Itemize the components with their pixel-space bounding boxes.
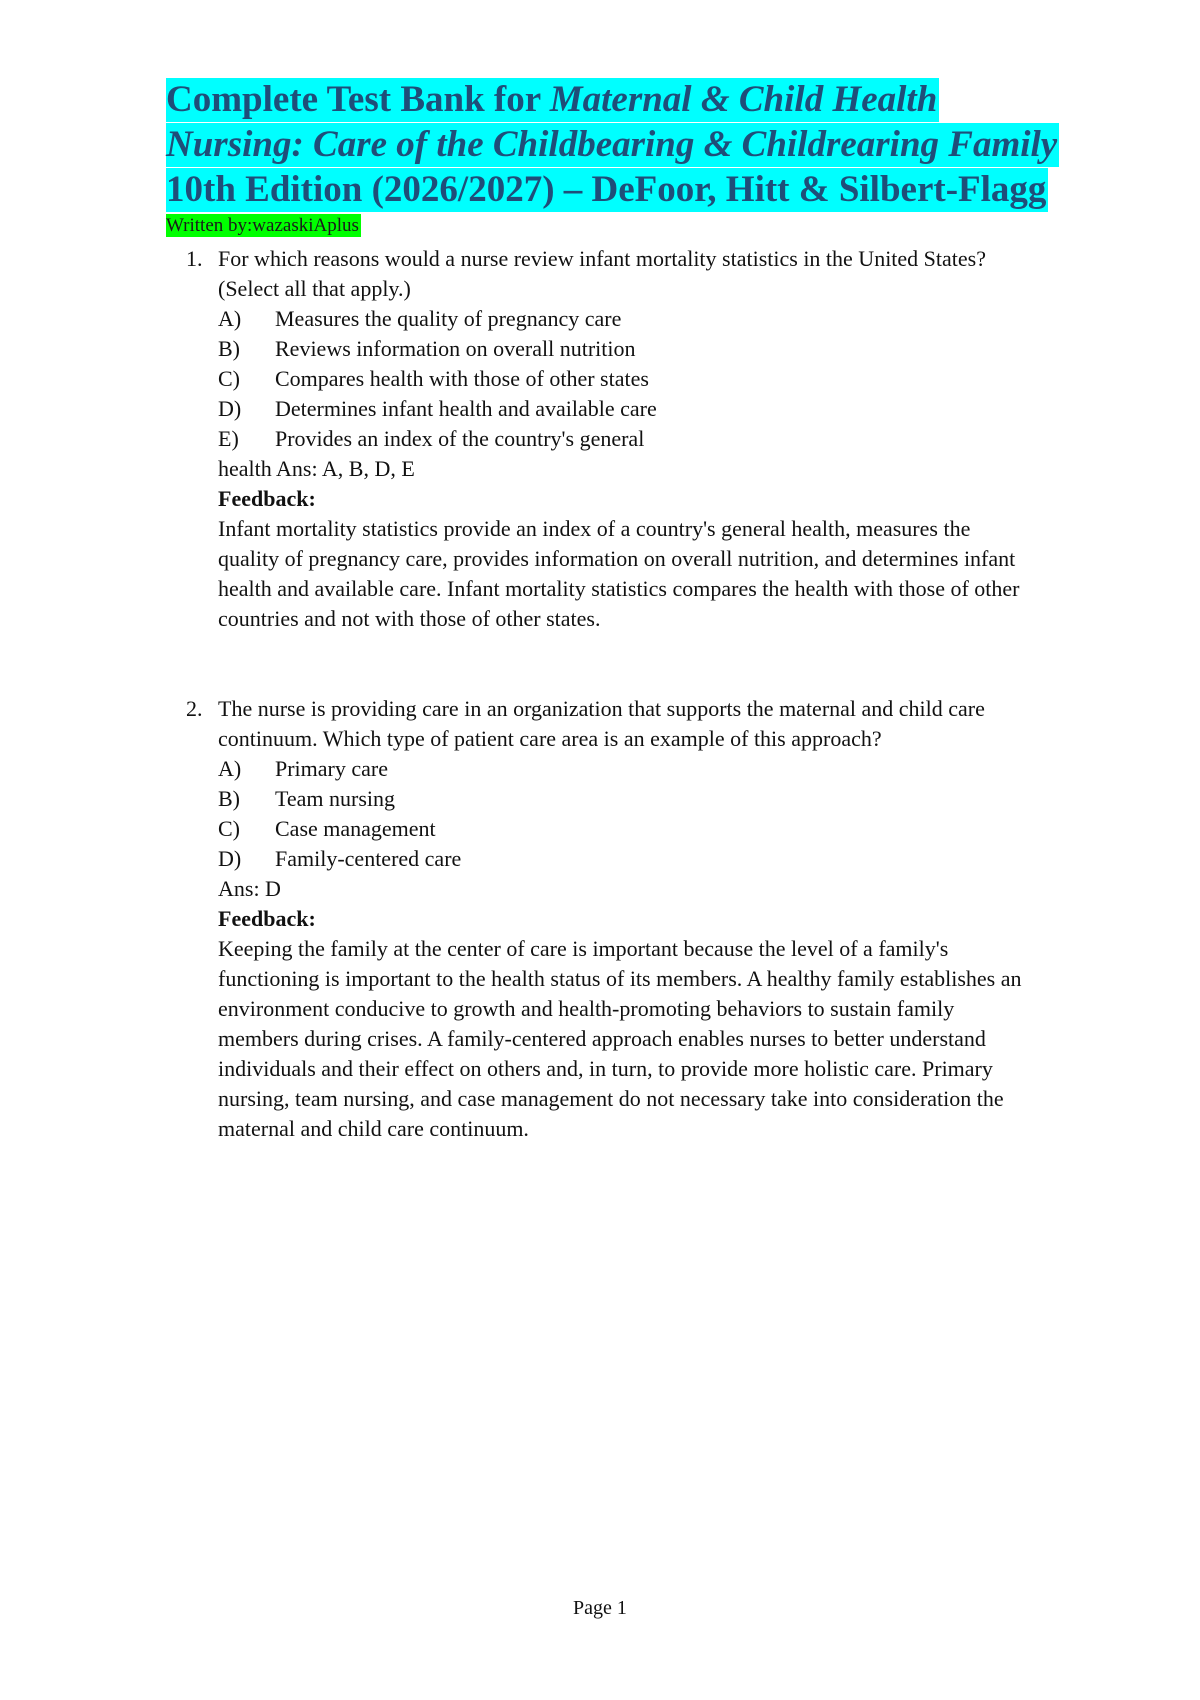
option-letter: B) bbox=[218, 336, 240, 361]
answer-option-a bbox=[218, 754, 1026, 784]
title-line-3: 10th Edition (2026/2027) – DeFoor, Hitt & Silbert-Flagg bbox=[166, 169, 1047, 210]
option-letter: A) bbox=[218, 756, 242, 781]
option-letter: C) bbox=[218, 816, 240, 841]
answer-option-c bbox=[218, 364, 1026, 394]
option-letter: C) bbox=[218, 366, 240, 391]
feedback-text: Infant mortality statistics provide an index of a country's general health, measures the quality of pregnancy care, provides information on overall nutrition, and determines infant health and available care. Infant mortality statistics compares the health with those of other countries and not with those of other states. bbox=[218, 516, 1020, 631]
answer-key: Ans: D bbox=[218, 876, 281, 901]
option-letter: A) bbox=[218, 306, 242, 331]
question-stem: The nurse is providing care in an organization that supports the maternal and child care continuum. Which type of patient care area is an example of this approach? bbox=[218, 696, 985, 751]
option-letter: E) bbox=[218, 426, 239, 451]
option-text: Determines infant health and available care bbox=[275, 396, 657, 421]
title-line-1 bbox=[166, 78, 939, 122]
title-line-1-italic: Maternal & Child Health bbox=[549, 79, 938, 120]
answer-option-c bbox=[218, 814, 1026, 844]
option-text: Primary care bbox=[275, 756, 388, 781]
answer-option-e bbox=[218, 424, 1026, 454]
answer-option-b bbox=[218, 784, 1026, 814]
option-letter: D) bbox=[218, 396, 242, 421]
author-byline: Written by:wazaskiAplus bbox=[166, 215, 359, 236]
feedback-label: Feedback: bbox=[218, 486, 316, 511]
question-2 bbox=[186, 694, 1026, 1144]
option-letter: B) bbox=[218, 786, 240, 811]
title-line-1-prefix: Complete Test Bank for bbox=[166, 79, 550, 120]
option-text: Team nursing bbox=[275, 786, 396, 811]
option-text: Provides an index of the country's general bbox=[275, 426, 645, 451]
answer-key: health Ans: A, B, D, E bbox=[218, 456, 415, 481]
title-line-2 bbox=[166, 123, 1059, 167]
title-line-2-italic: Nursing: Care of the Childbearing & Childrearing Family bbox=[166, 124, 1058, 165]
document-title bbox=[166, 78, 1066, 237]
page-number-footer: Page 1 bbox=[573, 1597, 627, 1619]
feedback-text: Keeping the family at the center of care is important because the level of a family's functioning is important to the health status of its members. A healthy family establishes an environment conducive to growth and health-promoting behaviors to sustain family members during crises. A family-centered approach enables nurses to better understand individuals and their effect on others and, in turn, to provide more holistic care. Primary nursing, team nursing, and case management do not necessary take into consideration the maternal and child care continuum. bbox=[218, 936, 1022, 1141]
question-number: 2. bbox=[186, 696, 203, 721]
option-text: Reviews information on overall nutrition bbox=[275, 336, 636, 361]
option-text: Compares health with those of other states bbox=[275, 366, 649, 391]
question-1 bbox=[186, 244, 1026, 634]
answer-option-b bbox=[218, 334, 1026, 364]
option-text: Case management bbox=[275, 816, 436, 841]
answer-option-a bbox=[218, 304, 1026, 334]
question-number: 1. bbox=[186, 246, 203, 271]
question-list bbox=[186, 244, 1026, 1144]
option-text: Measures the quality of pregnancy care bbox=[275, 306, 622, 331]
question-stem: For which reasons would a nurse review infant mortality statistics in the United States? (Select all that apply.) bbox=[218, 246, 987, 301]
feedback-label: Feedback: bbox=[218, 906, 316, 931]
answer-option-d bbox=[218, 844, 1026, 874]
question-spacer bbox=[186, 634, 1026, 694]
answer-option-d bbox=[218, 394, 1026, 424]
option-text: Family-centered care bbox=[275, 846, 462, 871]
option-letter: D) bbox=[218, 846, 242, 871]
